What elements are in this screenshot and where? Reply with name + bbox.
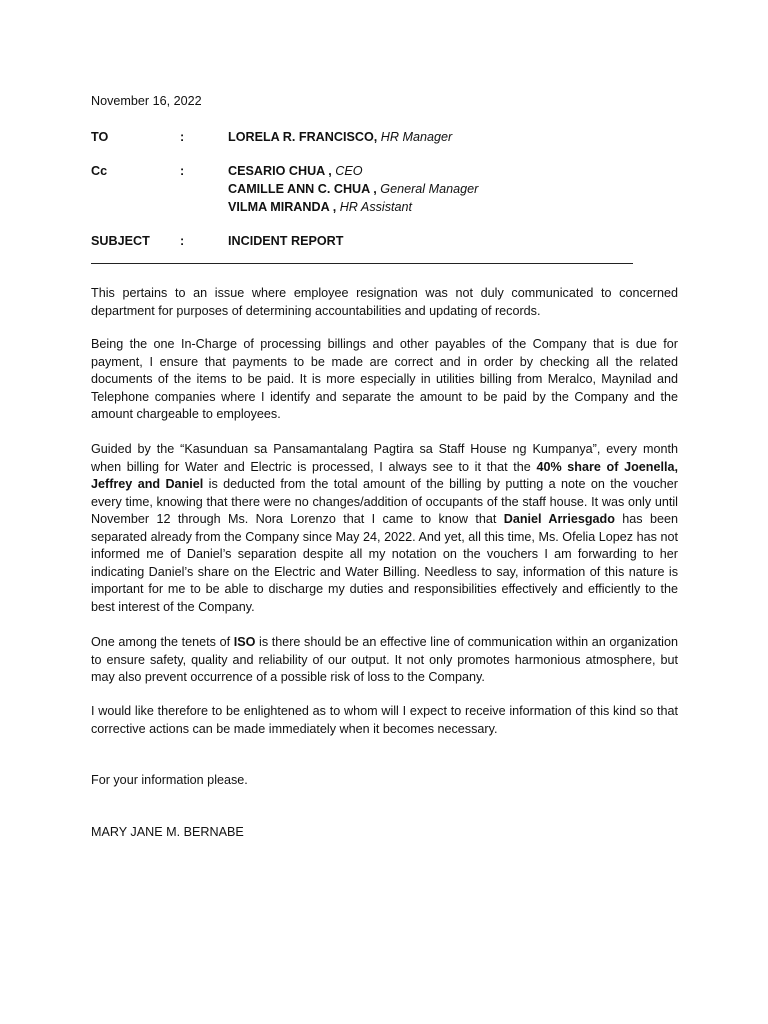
to-title: HR Manager — [380, 130, 453, 144]
paragraph-1: This pertains to an issue where employee resignation was not duly communicated to concerned department for purposes of determining accountabilities and updating of records. — [91, 286, 678, 318]
cc-title: HR Assistant — [339, 200, 413, 214]
to-name: LORELA R. FRANCISCO, — [228, 130, 378, 144]
cc-name: CAMILLE ANN C. CHUA , — [228, 182, 377, 196]
paragraph-2: Being the one In-Charge of processing billings and other payables of the Company that is due for payment, I ensure that payments to be made are correct and in order by checking all the related documents of the items to be paid. It is more especially in utilities billing from Meralco, Maynilad and Telephone companies where I identify and separate the amount to be paid by the Company and the amount chargeable to employees. — [91, 337, 678, 421]
subject-value: INCIDENT REPORT — [228, 234, 344, 248]
memo-date: November 16, 2022 — [91, 94, 202, 108]
cc-name: VILMA MIRANDA , — [228, 200, 337, 214]
paragraph-3-emphasis: Daniel Arriesgado — [503, 512, 615, 526]
paragraph-4-emphasis: ISO — [233, 635, 256, 649]
paragraph-4 — [91, 634, 678, 687]
cc-recipient — [228, 164, 363, 179]
paragraph-3-text: Guided by the “Kasunduan sa Pansamantalang Pagtira sa Staff House ng Kumpanya”, every month when billing for Water and Electric is processed, I always see to it that the — [91, 442, 678, 474]
header-divider — [91, 263, 633, 264]
paragraph-5: I would like therefore to be enlightened as to whom will I expect to receive information of this kind so that corrective actions can be made immediately when it becomes necessary. — [91, 704, 678, 736]
cc-title: General Manager — [380, 182, 479, 196]
paragraph-3-text: is deducted from the total amount of the billing by putting a note on the voucher every time, knowing that there were no changes/addition of occupants of the staff house. It was only until November 12 through Ms. Nora Lorenzo that I came to know that — [91, 477, 678, 526]
paragraph-3-emphasis: 40% share of Joenella, Jeffrey and Daniel — [91, 459, 678, 491]
closing-line: For your information please. — [91, 773, 248, 787]
to-label: TO — [91, 130, 109, 144]
cc-label: Cc — [91, 164, 108, 178]
to-recipient — [228, 130, 452, 145]
cc-title: CEO — [335, 164, 363, 178]
paragraph-3 — [91, 441, 678, 616]
subject-colon: : — [180, 234, 185, 248]
cc-recipient — [228, 182, 478, 197]
paragraph-4-text: is there should be an effective line of communication within an organization to ensure safety, quality and reliability of our output. It not only promotes harmonious atmosphere, but may also prevent occurrence of a possible risk of loss to the Company. — [91, 635, 678, 684]
paragraph-3-text: has been separated already from the Company since May 24, 2022. And yet, all this time, Ms. Ofelia Lopez has not informed me of Daniel’s separation despite all my notation on the vouchers I am forwarding to her indicating Daniel’s share on the Electric and Water Billing. Needless to say, information of this nature is important for me to be able to discharge my duties and responsibilities effectively and efficiently to the best interest of the Company. — [91, 512, 679, 614]
cc-name: CESARIO CHUA , — [228, 164, 332, 178]
paragraph-4-text: One among the tenets of — [91, 635, 234, 649]
to-colon: : — [180, 130, 185, 144]
signature-name: MARY JANE M. BERNABE — [91, 825, 244, 839]
cc-colon: : — [180, 164, 185, 178]
cc-recipient — [228, 200, 412, 215]
subject-label: SUBJECT — [91, 234, 150, 248]
